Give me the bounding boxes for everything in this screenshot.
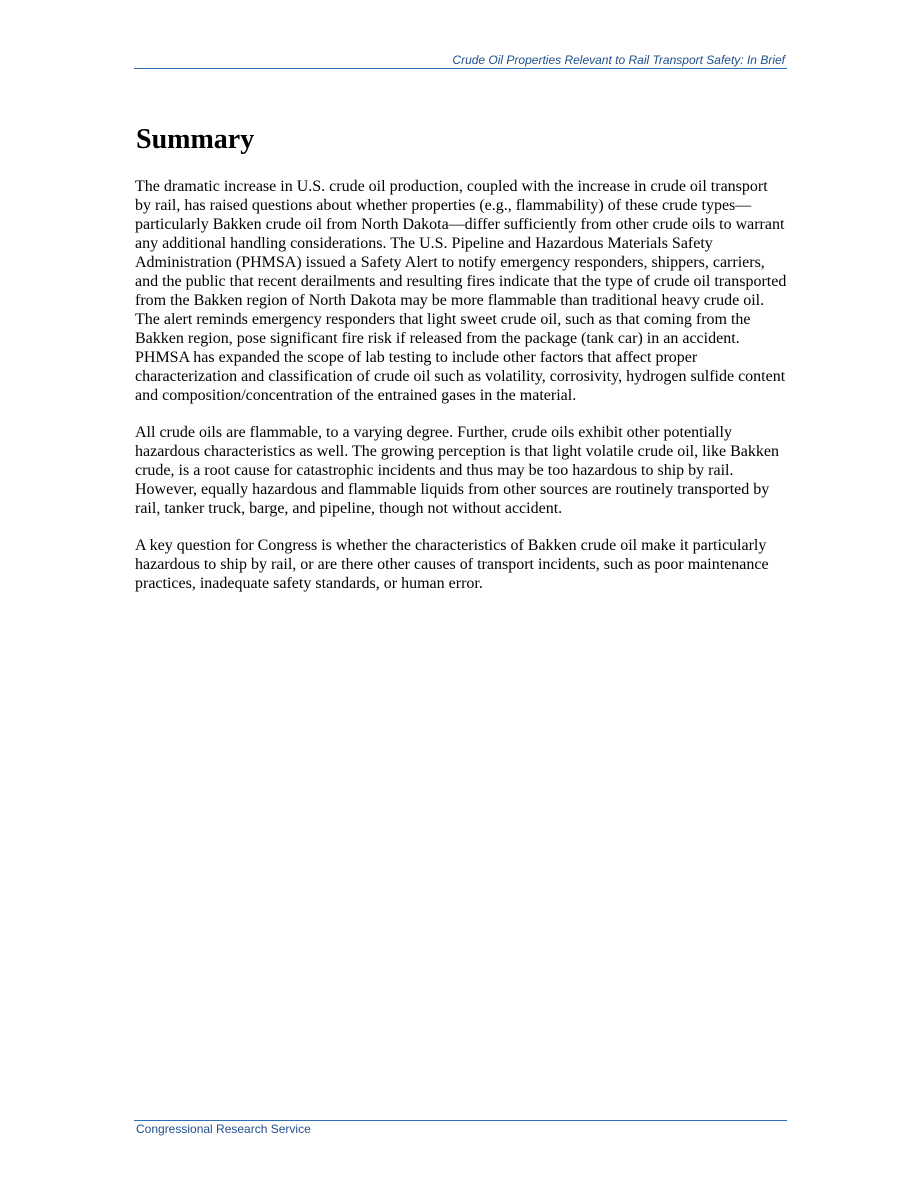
summary-paragraph-3: A key question for Congress is whether the characteristics of Bakken crude oil make it particularly hazardous to ship by rail, or are there other causes of transport incidents, such as poor maintenance practices, inadequate safety standards, or human error.	[135, 537, 769, 592]
footer-divider	[134, 1120, 787, 1121]
summary-paragraph-1: The dramatic increase in U.S. crude oil production, coupled with the increase in crude oil transport by rail, has raised questions about whether properties (e.g., flammability) of these crude types—particularly Bakken crude oil from North Dakota—differ sufficiently from other crude oils to warrant any additional handling considerations. The U.S. Pipeline and Hazardous Materials Safety Administration (PHMSA) issued a Safety Alert to notify emergency responders, shippers, carriers, and the public that recent derailments and resulting fires indicate that the type of crude oil transported from the Bakken region of North Dakota may be more flammable than traditional heavy crude oil. The alert reminds emergency responders that light sweet crude oil, such as that coming from the Bakken region, pose significant fire risk if released from the package (tank car) in an accident. PHMSA has expanded the scope of lab testing to include other factors that affect proper characterization and classification of crude oil such as volatility, corrosivity, hydrogen sulfide content and composition/concentration of the entrained gases in the material.	[135, 178, 787, 404]
header-divider	[134, 68, 787, 69]
footer-organization: Congressional Research Service	[136, 1122, 311, 1136]
running-header-title: Crude Oil Properties Relevant to Rail Transport Safety: In Brief	[452, 53, 785, 67]
summary-paragraph-2: All crude oils are flammable, to a varying degree. Further, crude oils exhibit other potentially hazardous characteristics as well. The growing perception is that light volatile crude oil, like Bakken crude, is a root cause for catastrophic incidents and thus may be too hazardous to ship by rail. However, equally hazardous and flammable liquids from other sources are routinely transported by rail, tanker truck, barge, and pipeline, though not without accident.	[135, 424, 779, 517]
section-heading: Summary	[136, 124, 255, 155]
summary-body	[135, 177, 787, 611]
